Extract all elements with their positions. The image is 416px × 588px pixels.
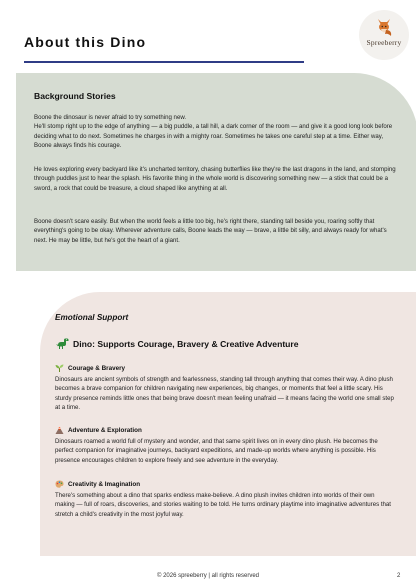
section-title-courage: Courage & Bravery — [55, 364, 125, 372]
section-body-adventure: Dinosaurs roamed a world full of mystery and wonder, and that same spirit lives on in every dino plush. He becomes the perfect companion for imaginative journeys, backyard expeditions, and made-up worlds where anything is possible. His presence encourages children to explore freely and see adventure in the everyday. — [55, 438, 378, 464]
dinosaur-icon — [55, 338, 69, 350]
brand-name: Spreeberry — [366, 38, 402, 47]
emotional-support-heading: Emotional Support — [55, 313, 129, 322]
palette-icon — [55, 480, 64, 488]
story-paragraph: He loves exploring every backyard like it's uncharted territory, chasing butterflies like they're the last dragons in the land, and stomping through puddles just to hear the splash. His favorite thing in the whole world is discovering something new — a stick that could be a sword, a rock that could be treasure, a cloud shaped like anything at all. — [34, 166, 396, 192]
volcano-icon — [55, 426, 64, 434]
section-body-creativity: There's something about a dino that sparks endless make-believe. A dino plush invites children into worlds of their own making — full of roars, discoveries, and stories waiting to be told. He turns ordinary playtime into imaginative adventures that stretch a child's creativity in the most joyful way. — [55, 492, 391, 518]
footer-copyright: © 2026 spreeberry | all rights reserved — [156, 573, 260, 579]
emotional-support-subheading — [55, 338, 299, 350]
story-paragraph: Boone doesn't scare easily. But when the world feels a little too big, he's right there, standing tall beside you, roaring softly that everything's going to be okay. Wherever adventure calls, Boone leads the way — brave, a little bit silly, and always ready for what's next. He may be little, but he's got the heart of a giant. — [34, 218, 387, 244]
page-number: 2 — [397, 573, 401, 579]
subheading-text: Dino: Supports Courage, Bravery & Creative Adventure — [73, 339, 299, 349]
story-paragraph: Boone the dinosaur is never afraid to try something new. He'll stomp right up to the edge of anything — a big puddle, a tall hill, a dark corner of the room — and give it a good long look before deciding what to do next. Sometimes he charges in with a mighty roar. Sometimes he takes one careful step at a time. Either way, Boone always finds his courage. — [34, 114, 393, 150]
background-stories-heading: Background Stories — [34, 91, 116, 101]
page-title: About this Dino — [24, 34, 147, 50]
section-title-creativity: Creativity & Imagination — [55, 480, 140, 488]
emotional-support-card — [40, 292, 416, 556]
section-body-courage: Dinosaurs are ancient symbols of strength and fearlessness, standing tall through anything that comes their way. A dino plush becomes a brave companion for children navigating new experiences, big changes, or moments that feel a little scary. His sturdy presence reminds little ones that being brave doesn't mean feeling unafraid — it means facing the world one small step at a time. — [55, 376, 394, 412]
section-title-adventure: Adventure & Exploration — [55, 426, 142, 434]
background-stories-card — [16, 73, 416, 271]
title-rule — [24, 61, 304, 63]
fox-icon — [373, 15, 395, 37]
brand-logo — [359, 10, 409, 60]
sprout-icon — [55, 364, 64, 372]
